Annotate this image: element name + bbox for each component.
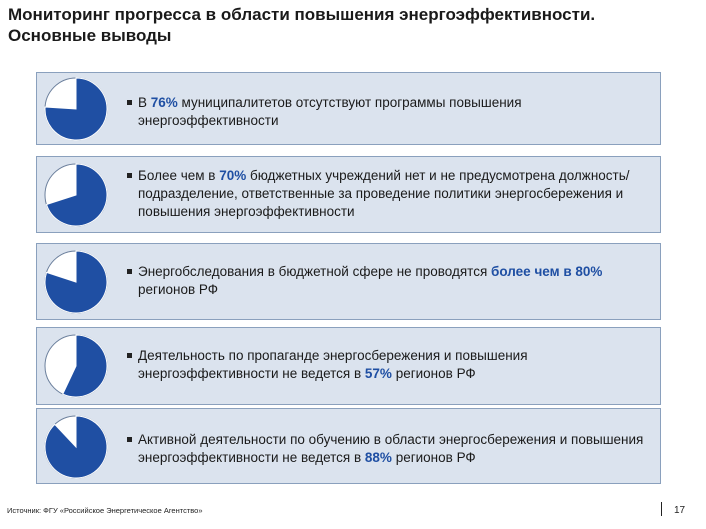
finding-text-pre: В <box>138 95 151 110</box>
finding-text-pre: Активной деятельности по обучению в области энергосбережения и повышения энергоэффективности не ведется в <box>138 432 644 465</box>
finding-text-post: регионов РФ <box>391 450 476 465</box>
bullet-icon <box>127 173 132 178</box>
finding-text <box>127 347 657 383</box>
title-line-1: Мониторинг прогресса в области повышения энергоэффективности. <box>8 5 596 24</box>
finding-text-pre: Более чем в <box>138 168 220 183</box>
page-number: 17 <box>674 505 686 516</box>
bullet-icon <box>127 269 132 274</box>
finding-highlight: 88% <box>364 450 392 465</box>
finding-text-post: регионов РФ <box>138 282 218 297</box>
finding-panel <box>36 156 661 233</box>
pie-chart-icon <box>43 162 109 228</box>
bullet-icon <box>127 437 132 442</box>
pie-slice <box>45 416 107 478</box>
finding-highlight: 57% <box>364 366 392 381</box>
finding-highlight: 70% <box>219 168 247 183</box>
finding-panel <box>36 408 661 484</box>
pie-chart-icon <box>43 333 109 399</box>
finding-highlight: 76% <box>150 95 178 110</box>
bullet-icon <box>127 100 132 105</box>
finding-text <box>127 167 657 221</box>
finding-text <box>127 94 657 130</box>
finding-panel <box>36 243 661 320</box>
pie-chart-icon <box>43 76 109 142</box>
source-note: Источник: ФГУ «Российское Энергетическое Агентство» <box>7 506 203 515</box>
finding-text-post: бюджетных учреждений нет и не предусмотрена должность/подразделение, ответственные за проведение политики энергосбережения и повышения энергоэффективности <box>138 168 630 219</box>
pie-chart-icon <box>43 414 109 480</box>
finding-panel <box>36 327 661 405</box>
finding-text-post: муниципалитетов отсутствуют программы повышения энергоэффективности <box>138 95 522 128</box>
finding-text <box>127 431 657 467</box>
bullet-icon <box>127 353 132 358</box>
pie-chart-icon <box>43 249 109 315</box>
slide-title <box>8 4 698 46</box>
finding-highlight: более чем в 80% <box>491 264 603 279</box>
finding-panel <box>36 72 661 145</box>
title-line-2: Основные выводы <box>8 26 172 45</box>
finding-text-pre: Деятельность по пропаганде энергосбережения и повышения энергоэффективности не ведется в <box>138 348 528 381</box>
footer-divider <box>661 502 662 516</box>
finding-text-post: регионов РФ <box>391 366 476 381</box>
finding-text-pre: Энергобследования в бюджетной сфере не проводятся <box>138 264 492 279</box>
finding-text <box>127 263 657 299</box>
